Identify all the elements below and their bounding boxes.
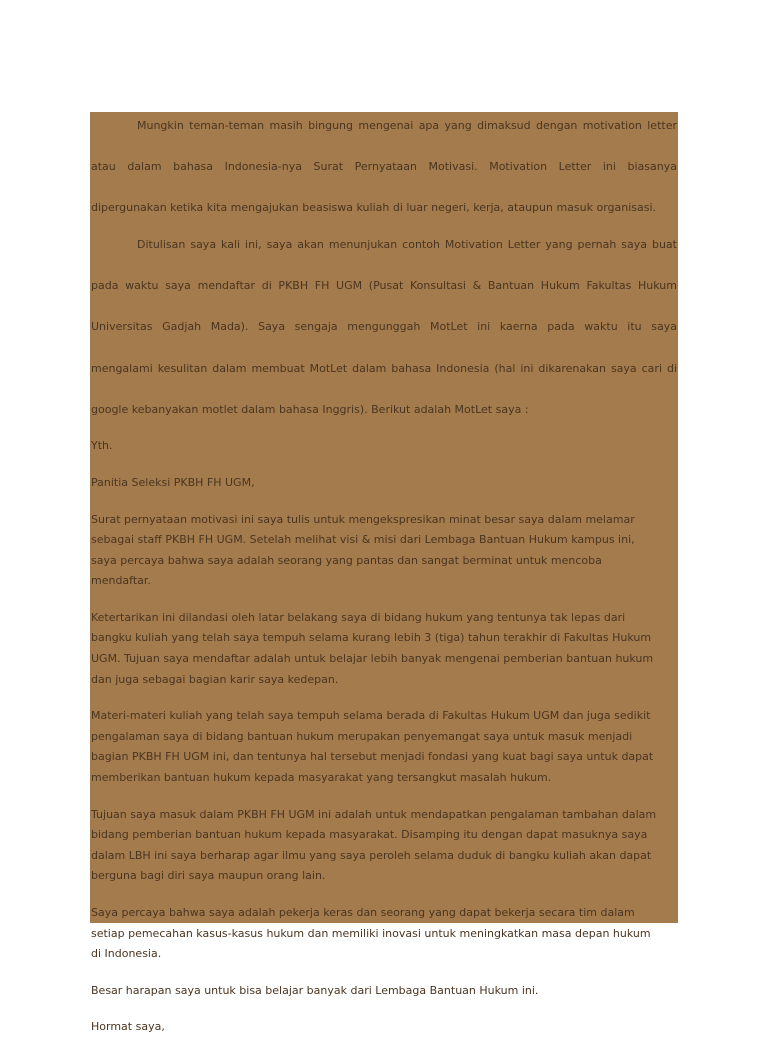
document-page — [90, 112, 678, 1034]
document-text — [91, 116, 677, 1038]
text-line: atau dalam bahasa Indonesia-nya Surat Pernyataan Motivasi. Motivation Letter ini biasanya — [91, 160, 677, 174]
text-line: mengalami kesulitan dalam membuat MotLet dalam bahasa Indonesia (hal ini dikarenakan saya cari di — [91, 361, 677, 375]
text-line: Besar harapan saya untuk bisa belajar banyak dari Lembaga Bantuan Hukum ini. — [91, 983, 539, 997]
text-line: mendaftar. — [91, 574, 151, 588]
text-line: Ketertarikan ini dilandasi oleh latar belakang saya di bidang hukum yang tentunya tak lepas dari — [91, 610, 626, 624]
letter-paragraph-5 — [91, 903, 677, 965]
text-line: saya percaya bahwa saya adalah seorang yang pantas dan sangat berminat untuk mencoba — [91, 553, 602, 567]
text-line: setiap pemecahan kasus-kasus hukum dan memiliki inovasi untuk meningkatkan masa depan hukum — [91, 926, 651, 940]
text-line: Materi-materi kuliah yang telah saya tempuh selama berada di Fakultas Hukum UGM dan juga sedikit — [91, 709, 651, 723]
letter-addressee: Panitia Seleksi PKBH FH UGM, — [91, 475, 255, 489]
text-line: pengalaman saya di bidang bantuan hukum merupakan penyemangat saya untuk masuk menjadi — [91, 729, 633, 743]
text-line: bidang pemberian bantuan hukum kepada masyarakat. Disamping itu dengan dapat masuknya saya — [91, 828, 648, 842]
text-line: Mungkin teman-teman masih bingung mengenai apa yang dimaksud dengan motivation letter — [137, 119, 677, 132]
text-line: memberikan bantuan hukum kepada masyarakat yang tersangkut masalah hukum. — [91, 771, 552, 785]
text-line: dalam LBH ini saya berharap agar ilmu yang saya peroleh selama duduk di bangku kuliah akan dapat — [91, 848, 652, 862]
letter-paragraph-3 — [91, 706, 677, 788]
text-line: Surat pernyataan motivasi ini saya tulis untuk mengekspresikan minat besar saya dalam melamar — [91, 512, 635, 526]
letter-closing: Hormat saya, — [91, 1020, 165, 1034]
letter-paragraph-4 — [91, 805, 677, 887]
text-line: dipergunakan ketika kita mengajukan beasiswa kuliah di luar negeri, kerja, ataupun masuk organisasi. — [91, 201, 657, 215]
text-line: berguna bagi diri saya maupun orang lain. — [91, 869, 326, 883]
text-line: sebagai staff PKBH FH UGM. Setelah melihat visi & misi dari Lembaga Bantuan Hukum kampus ini, — [91, 533, 635, 547]
text-line: bagian PKBH FH UGM ini, dan tentunya hal tersebut menjadi fondasi yang kuat bagi saya untuk dapat — [91, 750, 654, 764]
intro-paragraph-1 — [91, 116, 677, 219]
letter-salutation: Yth. — [91, 439, 113, 453]
intro-paragraph-2 — [91, 235, 677, 420]
text-line: Universitas Gadjah Mada). Saya sengaja mengunggah MotLet ini kaerna pada waktu itu saya — [91, 320, 677, 334]
text-line: di Indonesia. — [91, 947, 162, 961]
text-line: Tujuan saya masuk dalam PKBH FH UGM ini adalah untuk mendapatkan pengalaman tambahan dalam — [91, 807, 657, 821]
text-line: Ditulisan saya kali ini, saya akan menunjukan contoh Motivation Letter yang pernah saya buat — [137, 237, 677, 251]
letter-paragraph-1 — [91, 510, 677, 592]
text-line: bangku kuliah yang telah saya tempuh selama kurang lebih 3 (tiga) tahun terakhir di Fakultas Hukum — [91, 631, 652, 645]
text-line: Saya percaya bahwa saya adalah pekerja keras dan seorang yang dapat bekerja secara tim dalam — [91, 906, 635, 919]
text-line: UGM. Tujuan saya mendaftar adalah untuk belajar lebih banyak mengenai pemberian bantuan hukum — [91, 652, 654, 666]
text-line: dan juga sebagai bagian karir saya kedepan. — [91, 672, 339, 686]
letter-paragraph-6 — [91, 981, 677, 1002]
text-line: google kebanyakan motlet dalam bahasa Inggris). Berikut adalah MotLet saya : — [91, 402, 529, 416]
letter-paragraph-2 — [91, 608, 677, 690]
text-line: pada waktu saya mendaftar di PKBH FH UGM (Pusat Konsultasi & Bantuan Hukum Fakultas Hukum — [91, 279, 677, 293]
